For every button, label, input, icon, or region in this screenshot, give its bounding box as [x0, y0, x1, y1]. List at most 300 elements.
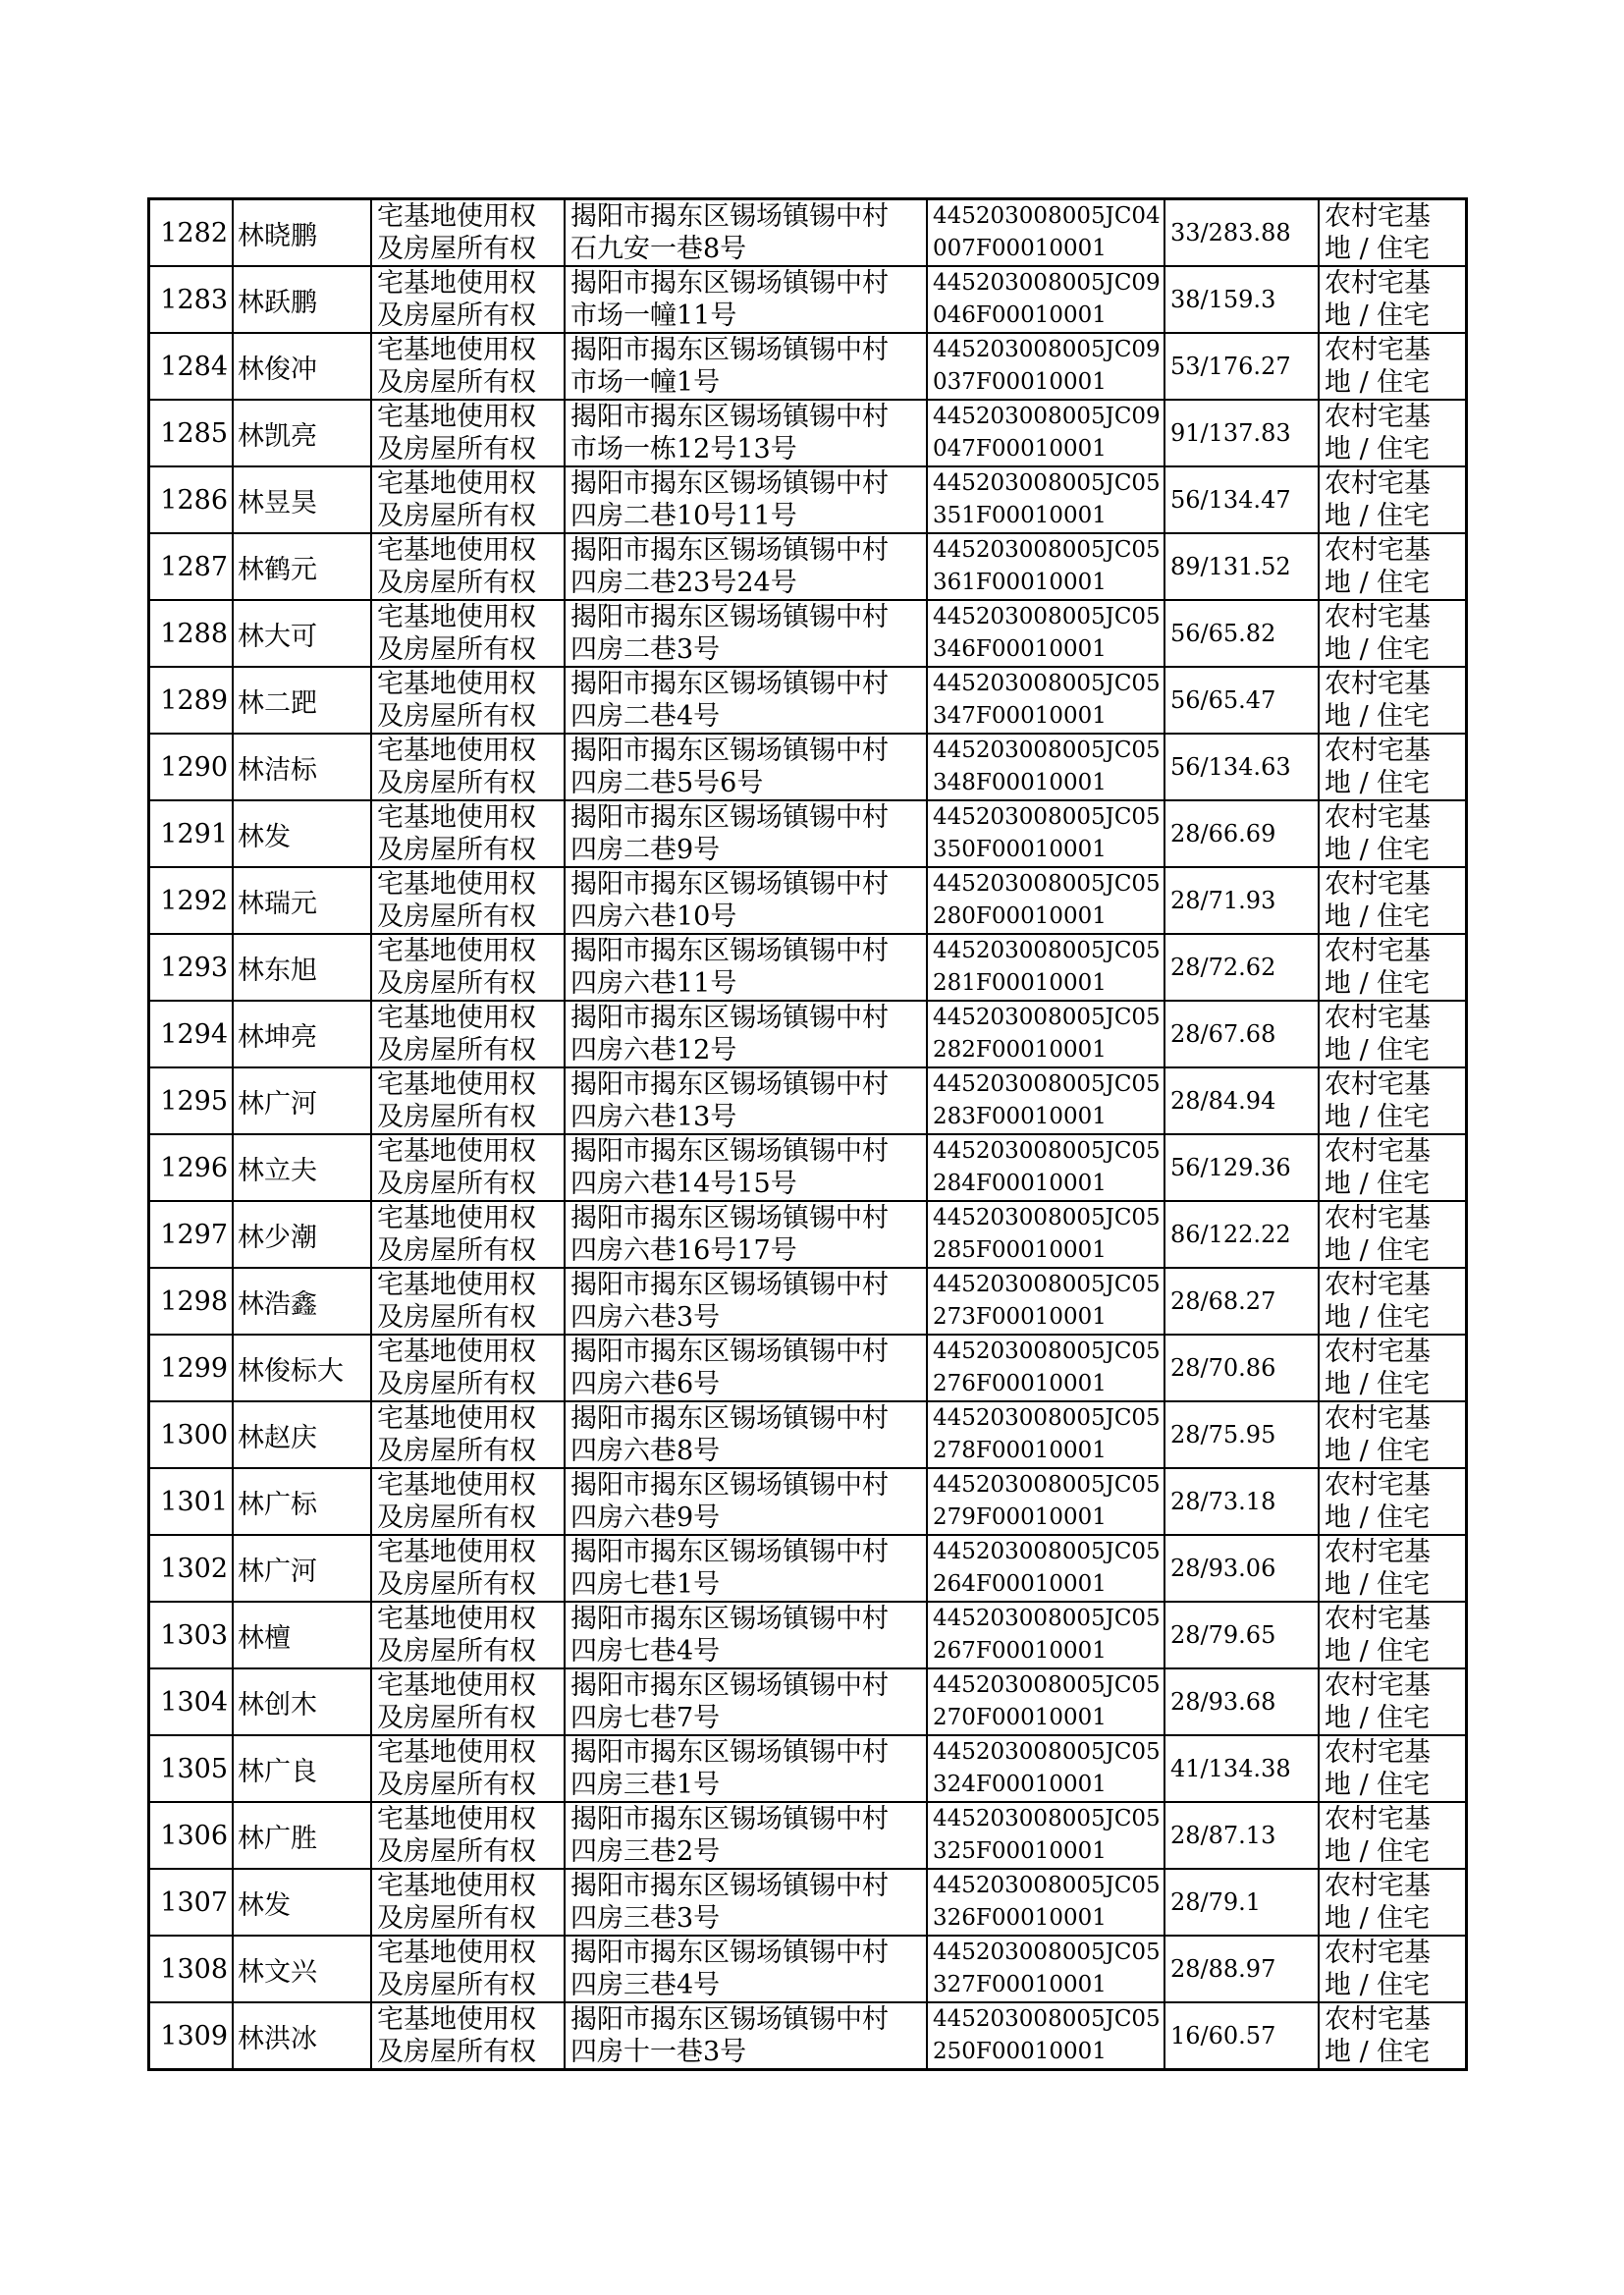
right-type-line-1: 宅基地使用权 [377, 1136, 536, 1167]
table-row [149, 1335, 1467, 1401]
row-number: 1284 [149, 333, 234, 400]
area-value: 53/176.27 [1164, 333, 1319, 400]
unit-code [927, 867, 1164, 934]
area-value: 28/75.95 [1164, 1401, 1319, 1468]
right-type [371, 266, 565, 333]
land-use [1319, 2002, 1467, 2070]
unit-code-line-2: 007F00010001 [933, 236, 1107, 261]
area-value: 28/79.1 [1164, 1869, 1319, 1936]
row-number: 1292 [149, 867, 234, 934]
land-use [1319, 867, 1467, 934]
unit-code [927, 1735, 1164, 1802]
table-body [149, 199, 1467, 2070]
unit-code [927, 533, 1164, 600]
right-type [371, 1201, 565, 1268]
address-line-2: 四房三巷2号 [570, 1836, 721, 1867]
row-number: 1296 [149, 1134, 234, 1201]
unit-code [927, 734, 1164, 800]
address-line-2: 四房六巷12号 [570, 1035, 737, 1066]
table-row [149, 1869, 1467, 1936]
unit-code-line-1: 445203008005JC05 [933, 1472, 1161, 1498]
row-number: 1307 [149, 1869, 234, 1936]
area-value: 28/93.68 [1164, 1668, 1319, 1735]
right-type [371, 867, 565, 934]
land-use [1319, 1936, 1467, 2002]
right-type-line-2: 及房屋所有权 [377, 1503, 536, 1533]
right-type [371, 400, 565, 466]
unit-code-line-1: 445203008005JC05 [933, 1873, 1161, 1898]
owner-name: 林大可 [233, 600, 371, 667]
table-row [149, 800, 1467, 867]
land-use-line-2: 地 / 住宅 [1325, 768, 1431, 798]
address-line-2: 四房二巷3号 [570, 634, 721, 665]
right-type-line-2: 及房屋所有权 [377, 1102, 536, 1132]
unit-code-line-2: 250F00010001 [933, 2039, 1107, 2064]
right-type-line-2: 及房屋所有权 [377, 968, 536, 999]
table-row [149, 1401, 1467, 1468]
area-value: 28/68.27 [1164, 1268, 1319, 1335]
address-line-2: 四房二巷10号11号 [570, 501, 797, 531]
unit-code [927, 1802, 1164, 1869]
row-number: 1297 [149, 1201, 234, 1268]
right-type-line-1: 宅基地使用权 [377, 201, 536, 232]
right-type-line-2: 及房屋所有权 [377, 835, 536, 865]
unit-code [927, 1869, 1164, 1936]
unit-code-line-2: 361F00010001 [933, 570, 1107, 595]
address-line-1: 揭阳市揭东区锡场镇锡中村 [570, 1270, 889, 1300]
unit-code-line-1: 445203008005JC09 [933, 270, 1161, 296]
owner-name: 林晓鹏 [233, 199, 371, 267]
right-type-line-1: 宅基地使用权 [377, 736, 536, 766]
property-address [565, 199, 927, 267]
unit-code [927, 1535, 1164, 1602]
row-number: 1306 [149, 1802, 234, 1869]
land-use-line-1: 农村宅基 [1325, 1003, 1431, 1033]
right-type-line-1: 宅基地使用权 [377, 335, 536, 365]
table-row [149, 1735, 1467, 1802]
right-type-line-2: 及房屋所有权 [377, 234, 536, 264]
row-number: 1285 [149, 400, 234, 466]
table-row [149, 1936, 1467, 2002]
table-row [149, 1134, 1467, 1201]
area-value: 86/122.22 [1164, 1201, 1319, 1268]
unit-code-line-2: 046F00010001 [933, 302, 1107, 328]
registry-table [147, 197, 1468, 2071]
unit-code-line-2: 326F00010001 [933, 1905, 1107, 1931]
address-line-1: 揭阳市揭东区锡场镇锡中村 [570, 1537, 889, 1567]
unit-code [927, 1936, 1164, 2002]
unit-code-line-2: 351F00010001 [933, 503, 1107, 528]
address-line-2: 四房二巷4号 [570, 701, 721, 732]
property-address [565, 400, 927, 466]
area-value: 28/88.97 [1164, 1936, 1319, 2002]
right-type-line-2: 及房屋所有权 [377, 1636, 536, 1667]
right-type-line-2: 及房屋所有权 [377, 1970, 536, 2000]
address-line-2: 四房六巷9号 [570, 1503, 721, 1533]
right-type-line-2: 及房屋所有权 [377, 1035, 536, 1066]
area-value: 41/134.38 [1164, 1735, 1319, 1802]
address-line-1: 揭阳市揭东区锡场镇锡中村 [570, 1337, 889, 1367]
unit-code-line-2: 278F00010001 [933, 1438, 1107, 1463]
address-line-2: 四房六巷8号 [570, 1436, 721, 1466]
property-address [565, 1535, 927, 1602]
table-row [149, 199, 1467, 267]
right-type [371, 1735, 565, 1802]
owner-name: 林俊标大 [233, 1335, 371, 1401]
address-line-2: 四房三巷3号 [570, 1903, 721, 1934]
table-row [149, 1602, 1467, 1668]
land-use [1319, 1401, 1467, 1468]
property-address [565, 1602, 927, 1668]
property-address [565, 667, 927, 734]
land-use-line-1: 农村宅基 [1325, 802, 1431, 833]
owner-name: 林昱昊 [233, 466, 371, 533]
area-value: 56/65.82 [1164, 600, 1319, 667]
address-line-2: 四房二巷23号24号 [570, 568, 797, 598]
land-use [1319, 1869, 1467, 1936]
owner-name: 林广标 [233, 1468, 371, 1535]
right-type-line-1: 宅基地使用权 [377, 1337, 536, 1367]
unit-code-line-2: 267F00010001 [933, 1638, 1107, 1664]
owner-name: 林俊冲 [233, 333, 371, 400]
owner-name: 林洁标 [233, 734, 371, 800]
land-use-line-2: 地 / 住宅 [1325, 367, 1431, 398]
right-type [371, 199, 565, 267]
unit-code-line-2: 282F00010001 [933, 1037, 1107, 1063]
row-number: 1303 [149, 1602, 234, 1668]
land-use-line-1: 农村宅基 [1325, 1203, 1431, 1233]
table-row [149, 1067, 1467, 1134]
right-type-line-1: 宅基地使用权 [377, 1604, 536, 1634]
right-type [371, 667, 565, 734]
land-use-line-2: 地 / 住宅 [1325, 1703, 1431, 1733]
address-line-1: 揭阳市揭东区锡场镇锡中村 [570, 402, 889, 432]
right-type [371, 1869, 565, 1936]
land-use-line-1: 农村宅基 [1325, 1069, 1431, 1100]
right-type [371, 1001, 565, 1067]
right-type-line-1: 宅基地使用权 [377, 1670, 536, 1701]
land-use [1319, 1201, 1467, 1268]
table-row [149, 333, 1467, 400]
address-line-1: 揭阳市揭东区锡场镇锡中村 [570, 1938, 889, 1968]
land-use [1319, 600, 1467, 667]
unit-code-line-1: 445203008005JC05 [933, 1739, 1161, 1765]
land-use [1319, 333, 1467, 400]
right-type-line-2: 及房屋所有权 [377, 1235, 536, 1266]
table-row [149, 600, 1467, 667]
land-use-line-1: 农村宅基 [1325, 1604, 1431, 1634]
land-use-line-2: 地 / 住宅 [1325, 234, 1431, 264]
right-type [371, 1067, 565, 1134]
land-use-line-1: 农村宅基 [1325, 602, 1431, 632]
right-type-line-1: 宅基地使用权 [377, 936, 536, 966]
owner-name: 林文兴 [233, 1936, 371, 2002]
owner-name: 林浩鑫 [233, 1268, 371, 1335]
owner-name: 林少潮 [233, 1201, 371, 1268]
right-type [371, 2002, 565, 2070]
unit-code [927, 333, 1164, 400]
land-use-line-1: 农村宅基 [1325, 1804, 1431, 1834]
land-use-line-2: 地 / 住宅 [1325, 1369, 1431, 1399]
land-use-line-1: 农村宅基 [1325, 1270, 1431, 1300]
land-use-line-2: 地 / 住宅 [1325, 968, 1431, 999]
right-type-line-1: 宅基地使用权 [377, 1203, 536, 1233]
row-number: 1288 [149, 600, 234, 667]
address-line-2: 石九安一巷8号 [570, 234, 747, 264]
property-address [565, 1134, 927, 1201]
address-line-1: 揭阳市揭东区锡场镇锡中村 [570, 1804, 889, 1834]
right-type-line-2: 及房屋所有权 [377, 434, 536, 464]
address-line-2: 四房六巷6号 [570, 1369, 721, 1399]
row-number: 1291 [149, 800, 234, 867]
land-use-line-1: 农村宅基 [1325, 1470, 1431, 1501]
land-use-line-2: 地 / 住宅 [1325, 1903, 1431, 1934]
table-row [149, 867, 1467, 934]
row-number: 1305 [149, 1735, 234, 1802]
land-use [1319, 400, 1467, 466]
unit-code [927, 1468, 1164, 1535]
land-use-line-1: 农村宅基 [1325, 936, 1431, 966]
address-line-1: 揭阳市揭东区锡场镇锡中村 [570, 1403, 889, 1434]
land-use [1319, 1735, 1467, 1802]
row-number: 1309 [149, 2002, 234, 2070]
land-use-line-2: 地 / 住宅 [1325, 1102, 1431, 1132]
area-value: 38/159.3 [1164, 266, 1319, 333]
right-type-line-2: 及房屋所有权 [377, 701, 536, 732]
right-type-line-2: 及房屋所有权 [377, 1369, 536, 1399]
row-number: 1299 [149, 1335, 234, 1401]
right-type-line-2: 及房屋所有权 [377, 1903, 536, 1934]
unit-code-line-1: 445203008005JC05 [933, 604, 1161, 629]
right-type-line-2: 及房屋所有权 [377, 367, 536, 398]
table-row [149, 2002, 1467, 2070]
area-value: 28/93.06 [1164, 1535, 1319, 1602]
land-use [1319, 1668, 1467, 1735]
right-type-line-1: 宅基地使用权 [377, 1804, 536, 1834]
unit-code [927, 466, 1164, 533]
unit-code-line-1: 445203008005JC09 [933, 404, 1161, 429]
land-use [1319, 1602, 1467, 1668]
row-number: 1289 [149, 667, 234, 734]
land-use-line-2: 地 / 住宅 [1325, 501, 1431, 531]
land-use-line-2: 地 / 住宅 [1325, 1569, 1431, 1600]
right-type-line-1: 宅基地使用权 [377, 2004, 536, 2035]
right-type-line-2: 及房屋所有权 [377, 1703, 536, 1733]
property-address [565, 2002, 927, 2070]
land-use [1319, 533, 1467, 600]
address-line-1: 揭阳市揭东区锡场镇锡中村 [570, 1470, 889, 1501]
right-type [371, 1535, 565, 1602]
address-line-2: 四房七巷4号 [570, 1636, 721, 1667]
unit-code-line-1: 445203008005JC05 [933, 2006, 1161, 2032]
land-use-line-2: 地 / 住宅 [1325, 902, 1431, 932]
unit-code-line-2: 347F00010001 [933, 703, 1107, 729]
row-number: 1298 [149, 1268, 234, 1335]
address-line-1: 揭阳市揭东区锡场镇锡中村 [570, 736, 889, 766]
address-line-1: 揭阳市揭东区锡场镇锡中村 [570, 1069, 889, 1100]
unit-code [927, 667, 1164, 734]
address-line-1: 揭阳市揭东区锡场镇锡中村 [570, 669, 889, 699]
unit-code [927, 1335, 1164, 1401]
land-use-line-1: 农村宅基 [1325, 1403, 1431, 1434]
unit-code-line-2: 283F00010001 [933, 1104, 1107, 1129]
area-value: 91/137.83 [1164, 400, 1319, 466]
land-use-line-1: 农村宅基 [1325, 535, 1431, 566]
unit-code-line-1: 445203008005JC05 [933, 1606, 1161, 1631]
address-line-1: 揭阳市揭东区锡场镇锡中村 [570, 1203, 889, 1233]
address-line-1: 揭阳市揭东区锡场镇锡中村 [570, 869, 889, 900]
unit-code-line-1: 445203008005JC05 [933, 671, 1161, 696]
address-line-1: 揭阳市揭东区锡场镇锡中村 [570, 2004, 889, 2035]
address-line-2: 市场一幢11号 [570, 301, 737, 331]
right-type-line-1: 宅基地使用权 [377, 535, 536, 566]
right-type [371, 1268, 565, 1335]
land-use [1319, 199, 1467, 267]
row-number: 1302 [149, 1535, 234, 1602]
land-use-line-1: 农村宅基 [1325, 1337, 1431, 1367]
row-number: 1295 [149, 1067, 234, 1134]
unit-code-line-1: 445203008005JC05 [933, 1539, 1161, 1564]
land-use-line-1: 农村宅基 [1325, 402, 1431, 432]
land-use-line-1: 农村宅基 [1325, 2004, 1431, 2035]
right-type-line-2: 及房屋所有权 [377, 301, 536, 331]
unit-code-line-2: 350F00010001 [933, 837, 1107, 862]
unit-code [927, 1401, 1164, 1468]
property-address [565, 1735, 927, 1802]
unit-code-line-1: 445203008005JC05 [933, 804, 1161, 830]
area-value: 28/72.62 [1164, 934, 1319, 1001]
row-number: 1293 [149, 934, 234, 1001]
right-type-line-2: 及房屋所有权 [377, 1770, 536, 1800]
unit-code [927, 400, 1164, 466]
land-use-line-2: 地 / 住宅 [1325, 568, 1431, 598]
unit-code-line-2: 348F00010001 [933, 770, 1107, 795]
land-use-line-2: 地 / 住宅 [1325, 301, 1431, 331]
address-line-2: 四房六巷11号 [570, 968, 737, 999]
land-use-line-2: 地 / 住宅 [1325, 1836, 1431, 1867]
unit-code-line-2: 273F00010001 [933, 1304, 1107, 1330]
land-use-line-2: 地 / 住宅 [1325, 1035, 1431, 1066]
row-number: 1308 [149, 1936, 234, 2002]
right-type-line-1: 宅基地使用权 [377, 1871, 536, 1901]
owner-name: 林檀 [233, 1602, 371, 1668]
unit-code-line-2: 327F00010001 [933, 1972, 1107, 1997]
right-type-line-1: 宅基地使用权 [377, 468, 536, 499]
land-use-line-2: 地 / 住宅 [1325, 434, 1431, 464]
row-number: 1300 [149, 1401, 234, 1468]
unit-code-line-1: 445203008005JC05 [933, 1005, 1161, 1030]
address-line-1: 揭阳市揭东区锡场镇锡中村 [570, 936, 889, 966]
owner-name: 林坤亮 [233, 1001, 371, 1067]
land-use-line-1: 农村宅基 [1325, 1938, 1431, 1968]
unit-code-line-1: 445203008005JC05 [933, 738, 1161, 763]
unit-code-line-1: 445203008005JC05 [933, 1672, 1161, 1698]
unit-code-line-2: 264F00010001 [933, 1571, 1107, 1597]
area-value: 56/134.47 [1164, 466, 1319, 533]
area-value: 28/79.65 [1164, 1602, 1319, 1668]
unit-code [927, 1001, 1164, 1067]
unit-code-line-1: 445203008005JC05 [933, 1272, 1161, 1297]
right-type-line-1: 宅基地使用权 [377, 802, 536, 833]
table-row [149, 1668, 1467, 1735]
address-line-2: 四房三巷4号 [570, 1970, 721, 2000]
unit-code-line-2: 047F00010001 [933, 436, 1107, 462]
right-type-line-1: 宅基地使用权 [377, 1470, 536, 1501]
land-use-line-2: 地 / 住宅 [1325, 1169, 1431, 1199]
right-type-line-1: 宅基地使用权 [377, 402, 536, 432]
address-line-1: 揭阳市揭东区锡场镇锡中村 [570, 1604, 889, 1634]
address-line-2: 市场一幢1号 [570, 367, 721, 398]
area-value: 28/67.68 [1164, 1001, 1319, 1067]
right-type [371, 800, 565, 867]
right-type-line-2: 及房屋所有权 [377, 634, 536, 665]
property-address [565, 466, 927, 533]
unit-code [927, 2002, 1164, 2070]
land-use-line-1: 农村宅基 [1325, 201, 1431, 232]
right-type-line-1: 宅基地使用权 [377, 1737, 536, 1768]
property-address [565, 734, 927, 800]
right-type [371, 533, 565, 600]
address-line-2: 四房六巷3号 [570, 1302, 721, 1333]
right-type-line-2: 及房屋所有权 [377, 1436, 536, 1466]
property-address [565, 1401, 927, 1468]
owner-name: 林鹤元 [233, 533, 371, 600]
right-type [371, 1335, 565, 1401]
land-use [1319, 734, 1467, 800]
address-line-2: 四房七巷7号 [570, 1703, 721, 1733]
land-use-line-1: 农村宅基 [1325, 1670, 1431, 1701]
unit-code-line-1: 445203008005JC09 [933, 337, 1161, 362]
address-line-2: 四房二巷5号6号 [570, 768, 764, 798]
address-line-1: 揭阳市揭东区锡场镇锡中村 [570, 1003, 889, 1033]
owner-name: 林赵庆 [233, 1401, 371, 1468]
table-row [149, 667, 1467, 734]
address-line-2: 四房二巷9号 [570, 835, 721, 865]
right-type-line-2: 及房屋所有权 [377, 1569, 536, 1600]
unit-code-line-2: 281F00010001 [933, 970, 1107, 996]
owner-name: 林发 [233, 800, 371, 867]
address-line-2: 四房三巷1号 [570, 1770, 721, 1800]
table-row [149, 1468, 1467, 1535]
address-line-1: 揭阳市揭东区锡场镇锡中村 [570, 1737, 889, 1768]
unit-code [927, 1134, 1164, 1201]
right-type-line-2: 及房屋所有权 [377, 501, 536, 531]
right-type [371, 1668, 565, 1735]
row-number: 1286 [149, 466, 234, 533]
address-line-1: 揭阳市揭东区锡场镇锡中村 [570, 602, 889, 632]
property-address [565, 333, 927, 400]
unit-code [927, 800, 1164, 867]
land-use [1319, 1335, 1467, 1401]
land-use-line-2: 地 / 住宅 [1325, 1436, 1431, 1466]
unit-code-line-2: 324F00010001 [933, 1772, 1107, 1797]
address-line-1: 揭阳市揭东区锡场镇锡中村 [570, 468, 889, 499]
address-line-2: 四房十一巷3号 [570, 2037, 747, 2067]
unit-code-line-1: 445203008005JC05 [933, 871, 1161, 897]
unit-code-line-1: 445203008005JC05 [933, 470, 1161, 496]
area-value: 89/131.52 [1164, 533, 1319, 600]
address-line-2: 市场一栋12号13号 [570, 434, 797, 464]
right-type [371, 1602, 565, 1668]
table-row [149, 400, 1467, 466]
land-use [1319, 1535, 1467, 1602]
right-type-line-1: 宅基地使用权 [377, 1403, 536, 1434]
table-row [149, 1001, 1467, 1067]
land-use-line-2: 地 / 住宅 [1325, 1235, 1431, 1266]
area-value: 56/65.47 [1164, 667, 1319, 734]
property-address [565, 1936, 927, 2002]
right-type-line-2: 及房屋所有权 [377, 768, 536, 798]
